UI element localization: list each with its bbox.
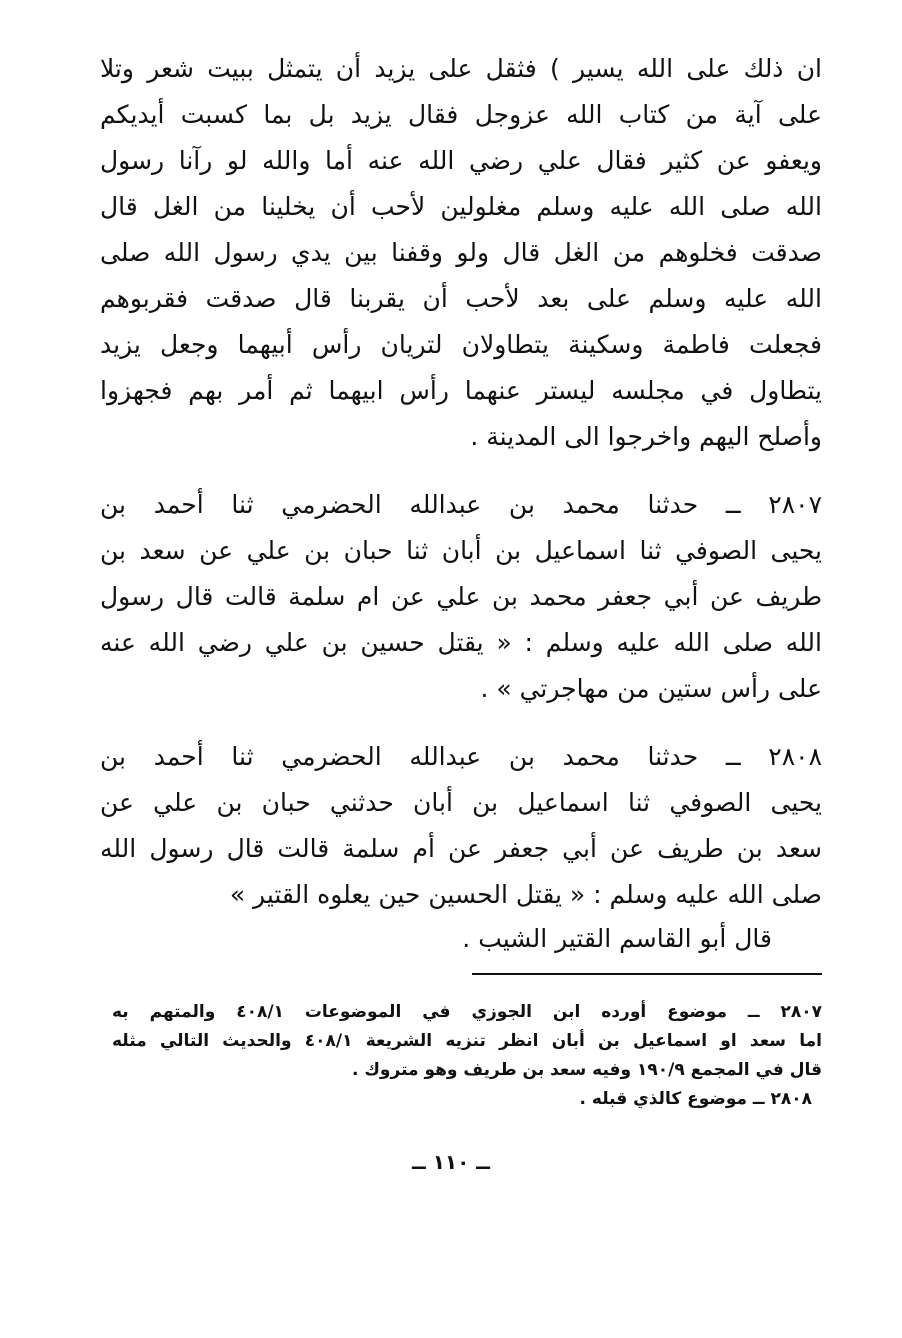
footnote-line: اما سعد او اسماعيل بن أبان انظر تنزيه الشريعة ٤٠٨/١ والحديث التالي مثله <box>112 1031 822 1051</box>
hadith-2808-line: سعد بن طريف عن أبي جعفر عن أم سلمة قالت قال رسول الله <box>100 834 822 863</box>
footnote-line: ٢٨٠٧ ــ موضوع أورده ابن الجوزي في الموضوعات ٤٠٨/١ والمتهم به <box>112 1002 822 1022</box>
text-line: على آية من كتاب الله عزوجل فقال يزيد بل بما كسبت أيديكم <box>100 100 822 129</box>
text-line: وأصلح اليهم واخرجوا الى المدينة . <box>470 422 822 451</box>
footnote-line: قال في المجمع ١٩٠/٩ وفيه سعد بن طريف وهو متروك . <box>351 1060 822 1080</box>
hadith-2808-line: ٢٨٠٨ ــ حدثنا محمد بن عبدالله الحضرمي ثنا أحمد بن <box>100 742 822 771</box>
attribution-line: قال أبو القاسم القتير الشيب . <box>462 924 772 953</box>
hadith-2808-line: يحيى الصوفي ثنا اسماعيل بن أبان حدثني حبان بن علي عن <box>100 788 822 817</box>
footnote-line: ٢٨٠٨ ــ موضوع كالذي قبله . <box>579 1089 812 1109</box>
page-number: ــ ١١٠ ــ <box>412 1150 490 1174</box>
hadith-2807-line: ٢٨٠٧ ــ حدثنا محمد بن عبدالله الحضرمي ثنا أحمد بن <box>100 490 822 519</box>
main-text <box>100 46 822 918</box>
footnote-divider <box>472 973 822 975</box>
text-line: ان ذلك على الله يسير ) فثقل على يزيد أن يتمثل ببيت شعر وتلا <box>100 54 822 83</box>
hadith-2808-line: صلى الله عليه وسلم : « يقتل الحسين حين يعلوه القتير » <box>229 880 822 909</box>
hadith-2807-line: يحيى الصوفي ثنا اسماعيل بن أبان ثنا حبان بن علي عن سعد بن <box>100 536 822 565</box>
hadith-2807-line: على رأس ستين من مهاجرتي » . <box>480 674 822 703</box>
text-line: ويعفو عن كثير فقال علي رضي الله عنه أما والله لو رآنا رسول <box>100 146 822 175</box>
text-line: يتطاول في مجلسه ليستر عنهما رأس ابيهما ثم أمر بهم فجهزوا <box>100 376 822 405</box>
hadith-2807-line: الله صلى الله عليه وسلم : « يقتل حسين بن علي رضي الله عنه <box>100 628 822 657</box>
footnotes <box>112 998 822 1114</box>
text-line: الله صلى الله عليه وسلم مغلولين لأحب أن يخلينا من الغل قال <box>100 192 822 221</box>
text-line: فجعلت فاطمة وسكينة يتطاولان لتريان رأس أبيهما وجعل يزيد <box>100 330 822 359</box>
hadith-2807-line: طريف عن أبي جعفر محمد بن علي عن ام سلمة قالت قال رسول <box>100 582 822 611</box>
text-line: الله عليه وسلم على بعد لأحب أن يقربنا قال صدقت فقربوهم <box>100 284 822 313</box>
text-line: صدقت فخلوهم من الغل قال ولو وقفنا بين يدي رسول الله صلى <box>100 238 822 267</box>
